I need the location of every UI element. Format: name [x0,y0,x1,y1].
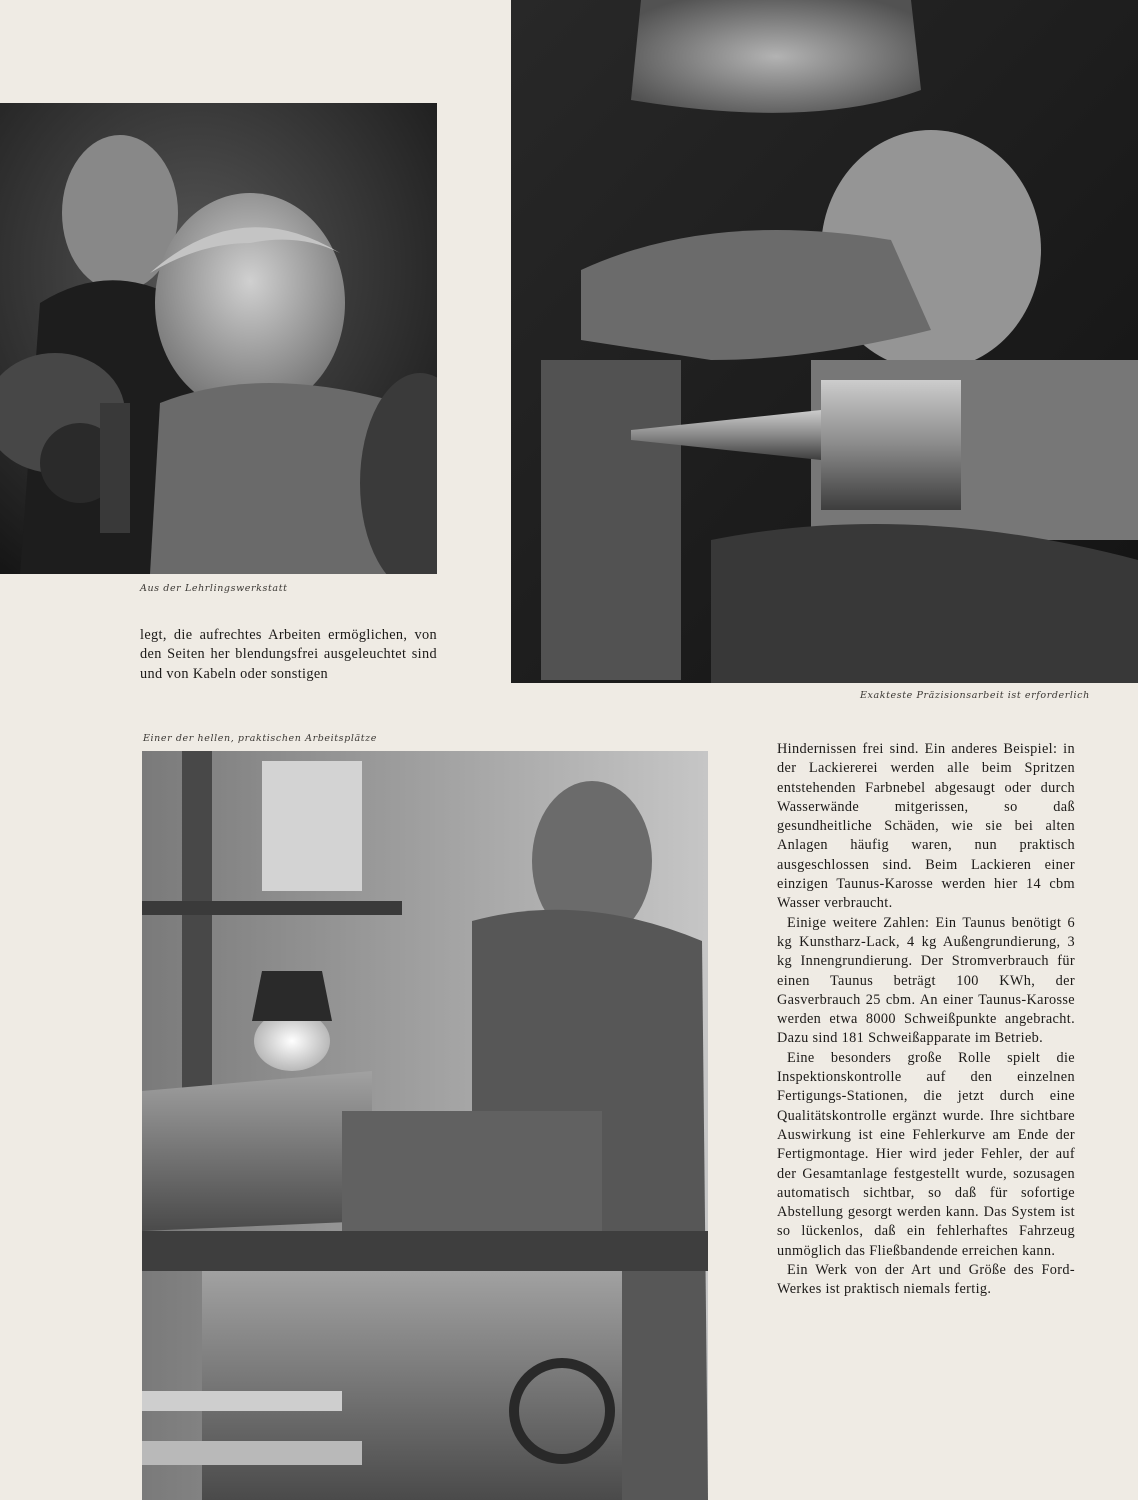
caption-workstation: Einer der hellen, praktischen Arbeitsplätze [143,733,377,744]
paragraph: Eine besonders große Rolle spielt die Inspektionskontrolle auf den einzelnen Fertigungs-Stationen, die jetzt durch eine Qualitätskontrolle ergänzt wurde. Ihre sichtbare Auswirkung ist eine Fehlerkurve am Ende der Fertigmontage. Hier wird jeder Fehler, der auf der Gesamtanlage festgestellt wurde, sozusagen automatisch sichtbar, so daß für sofortige Abstellung gesorgt werden kann. Das System ist so lückenlos, daß ein fehlerhaftes Fahrzeug unmöglich das Fließbandende erreichen kann. [777,1049,1075,1259]
paragraph: Einige weitere Zahlen: Ein Taunus benötigt 6 kg Kunstharz-Lack, 4 kg Außengrundierung, 3 kg Innengrundierung. Der Stromverbrauch für einen Taunus beträgt 100 KWh, der Gasverbrauch 25 cbm. An einer Taunus-Karosse werden etwa 8000 Schweißpunkte angebracht. Dazu sind 181 Schweißapparate im Betrieb. [777,914,1075,1047]
caption-precision-work: Exakteste Präzisionsarbeit ist erforderlich [860,690,1090,701]
paragraph: Ein Werk von der Art und Größe des Ford-Werkes ist praktisch niemals fertig. [777,1262,1075,1298]
photo-apprentice-workshop [0,103,437,574]
paragraph: Hindernissen frei sind. Ein anderes Beispiel: in der Lackiererei werden alle beim Spritzen entstehenden Farbnebel abgesaugt oder durch Wasserwände mitgerissen, so daß gesundheitliche Schäden, wie sie bei alten Anlagen häufig waren, nun praktisch ausgeschlossen sind. Beim Lackieren einer einzigen Taunus-Karosse werden hier 14 cbm Wasser verbraucht. [777,741,1075,912]
caption-apprentice-workshop: Aus der Lehrlingswerkstatt [140,583,288,594]
text-right-column [777,740,1075,1300]
photo-precision-work [511,0,1138,683]
photo-workstation [142,751,708,1500]
paragraph: legt, die aufrechtes Arbeiten ermöglichen, von den Seiten her blendungsfrei ausgeleuchtet sind und von Kabeln oder sonstigen [140,627,437,682]
text-left-column [140,626,437,684]
